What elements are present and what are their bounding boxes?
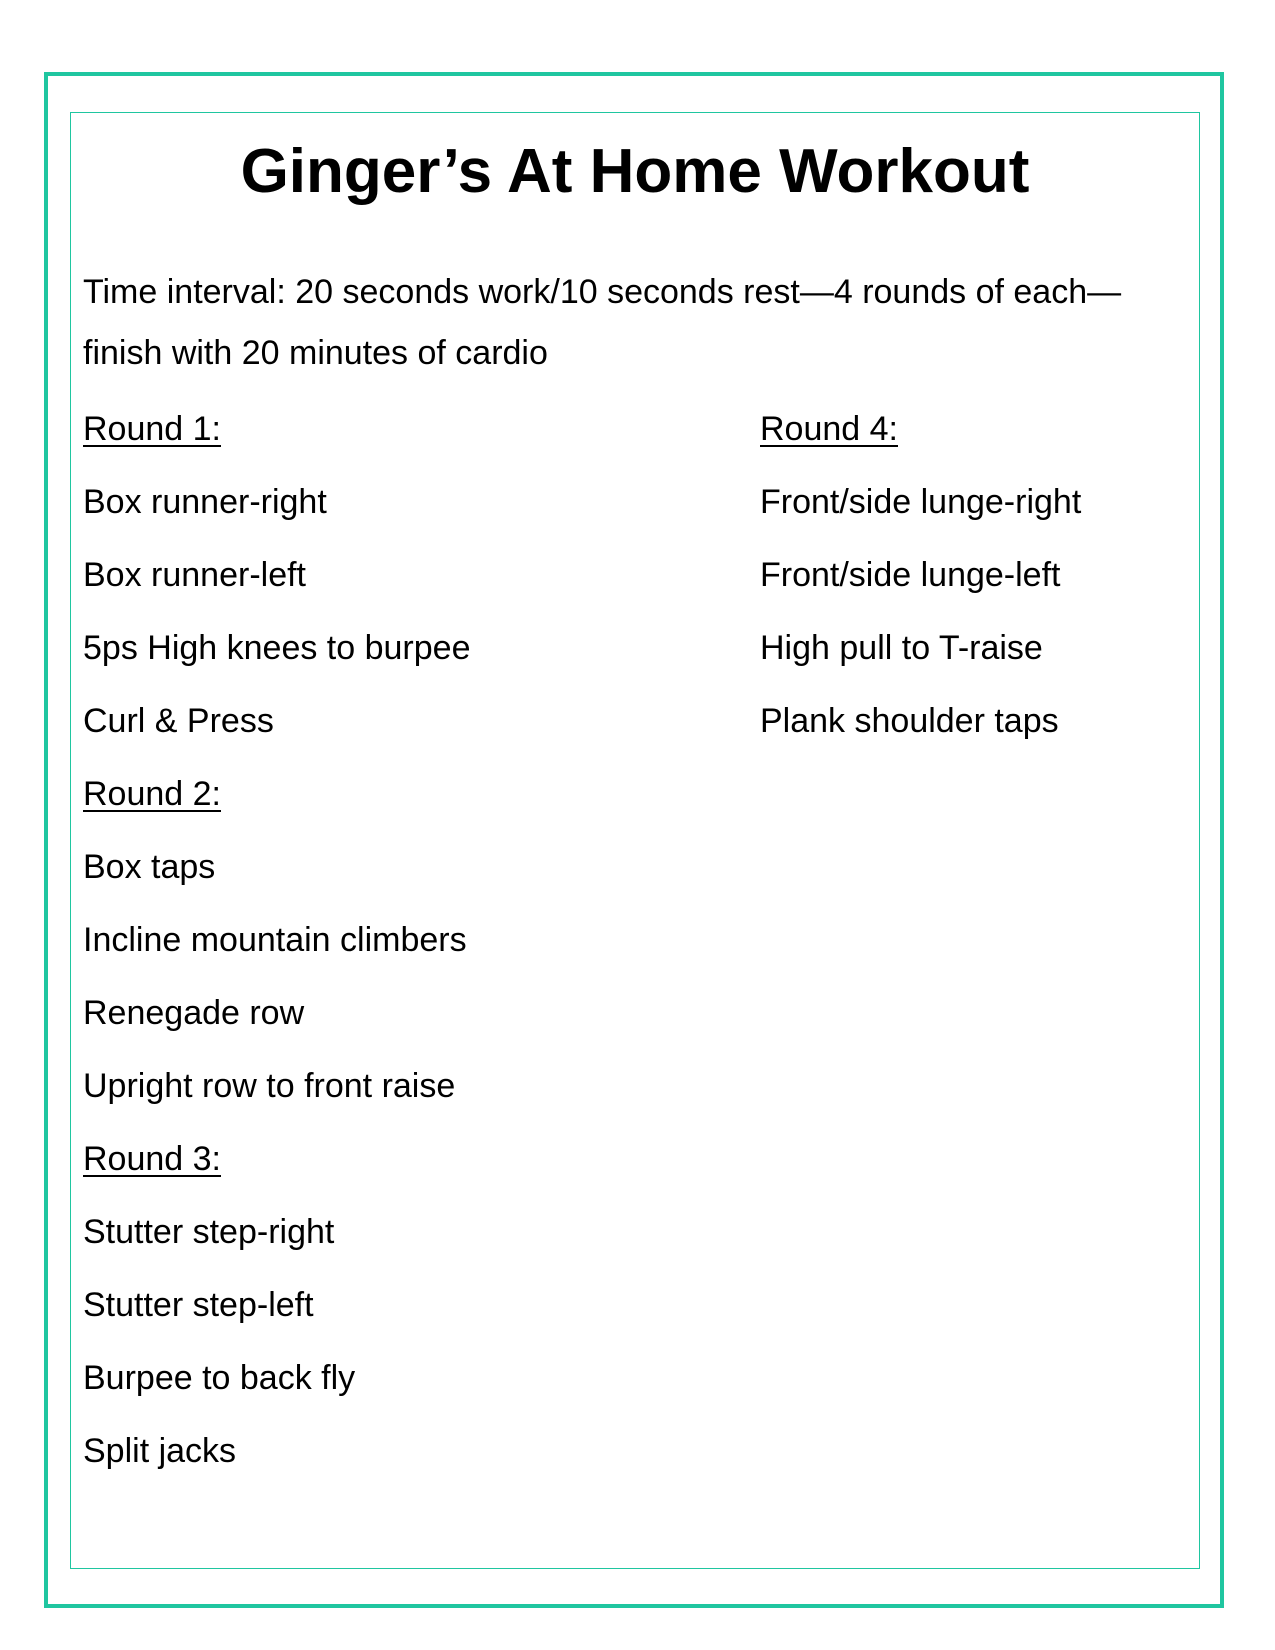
- rounds-column-left: [83, 393, 723, 1488]
- exercise-item: Burpee to back fly: [83, 1359, 356, 1397]
- exercise-item: Front/side lunge-right: [760, 483, 1082, 521]
- round-1-heading: Round 1:: [83, 410, 221, 448]
- exercise-item: Plank shoulder taps: [760, 702, 1059, 740]
- round-2-heading: Round 2:: [83, 775, 221, 813]
- exercise-item: Upright row to front raise: [83, 1067, 456, 1105]
- exercise-item: Box taps: [83, 848, 216, 886]
- exercise-item: Box runner-left: [83, 556, 306, 594]
- exercise-item: Incline mountain climbers: [83, 921, 467, 959]
- exercise-item: Renegade row: [83, 994, 305, 1032]
- rounds-column-right: [760, 393, 1190, 758]
- exercise-item: Stutter step-left: [83, 1286, 314, 1324]
- exercise-item: Box runner-right: [83, 483, 327, 521]
- round-4-heading: Round 4:: [760, 410, 898, 448]
- exercise-item: Curl & Press: [83, 702, 274, 740]
- exercise-item: High pull to T-raise: [760, 629, 1043, 667]
- exercise-item: Split jacks: [83, 1432, 237, 1470]
- round-3-heading: Round 3:: [83, 1140, 221, 1178]
- time-interval-instructions: Time interval: 20 seconds work/10 seconds rest—4 rounds of each—finish with 20 minutes of cardio: [83, 273, 1122, 372]
- exercise-item: Front/side lunge-left: [760, 556, 1061, 594]
- exercise-item: Stutter step-right: [83, 1213, 335, 1251]
- exercise-item: 5ps High knees to burpee: [83, 629, 471, 667]
- page-title: Ginger’s At Home Workout: [240, 137, 1030, 206]
